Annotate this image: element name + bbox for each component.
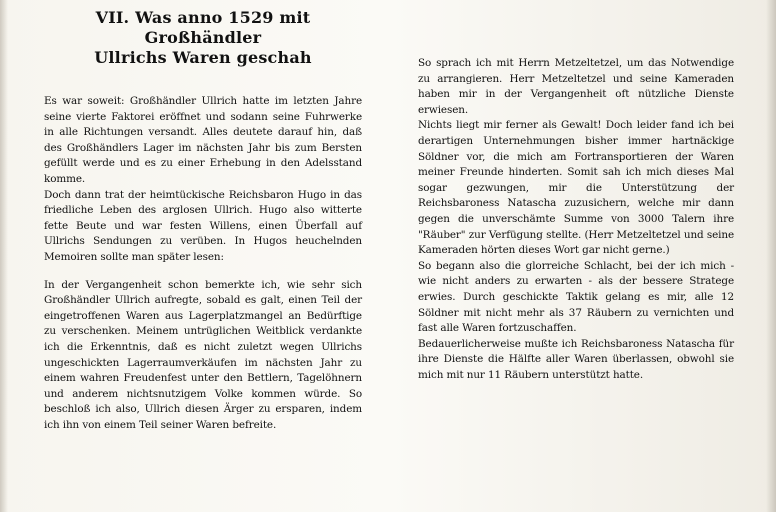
paragraph: Bedauerlicherweise mußte ich Reichsbaroness Natascha für ihre Dienste die Hälfte aller Waren überlassen, obwohl sie mich mit nur 11 Räubern unterstützt hatte.	[418, 337, 734, 381]
memoir-quote-paragraph: In der Vergangenheit schon bemerkte ich, wie sehr sich Großhändler Ullrich aufregte, sobald es galt, einen Teil der eingetroffenen Waren aus Lagerplatzmangel an Bedürftige zu verschenken. Meinem untrüglichen Weitblick verdankte ich die Erkenntnis, daß es nicht zuletzt wegen Ullrichs ungeschickten Lagerraumverkäufen im nächsten Jahr zu einem wahren Freudenfest unter den Bettlern, Tagelöhnern und anderem nichtsnutzigem Volke kommen würde. So beschloß ich also, Ullrich diesen Ärger zu ersparen, indem ich ihn von einem Teil seiner Waren befreite.	[44, 278, 362, 431]
left-column	[44, 0, 362, 433]
scan-shadow-left	[0, 0, 8, 512]
chapter-title-line-1: VII. Was anno 1529 mit Großhändler	[95, 8, 311, 47]
right-body	[418, 56, 734, 383]
paragraph: Doch dann trat der heimtückische Reichsbaron Hugo in das friedliche Leben des arglosen Ullrich. Hugo also witterte fette Beute und war festen Willens, einen Überfall auf Ullrichs Sendungen zu verüben. In Hugos heuchelnden Memoiren sollte man später lesen:	[44, 188, 362, 263]
chapter-title-line-2: Ullrichs Waren geschah	[94, 48, 312, 67]
right-column	[418, 0, 734, 383]
paragraph: So begann also die glorreiche Schlacht, bei der ich mich - wie nicht anders zu erwarten - als der bessere Stratege erwies. Durch geschickte Taktik gelang es mir, alle 12 Söldner mit nicht mehr als 37 Räubern zu vernichten und fast alle Waren fortzuschaffen.	[418, 259, 734, 335]
paragraph-gap	[44, 266, 362, 278]
paragraph: So sprach ich mit Herrn Metzeltetzel, um das Notwendige zu arrangieren. Herr Metzeltetzel und seine Kameraden haben mir in der Vergangenheit oft nützliche Dienste erwiesen.	[418, 57, 734, 116]
paragraph: Es war soweit: Großhändler Ullrich hatte im letzten Jahre seine vierte Faktorei eröffnet und sodann seine Fuhrwerke in alle Richtungen versandt. Alles deutete darauf hin, daß des Großhändlers Lager im nächsten Jahr bis zum Bersten gefüllt werde und es zu einer Erhebung in den Adelsstand komme.	[44, 95, 362, 185]
paragraph: Nichts liegt mir ferner als Gewalt! Doch leider fand ich bei derartigen Unternehmungen bisher immer hartnäckige Söldner vor, die mich am Fortransportieren der Waren meiner Freunde hinderten. Somit sah ich mich dieses Mal sogar gezwungen, mir die Unterstützung der Reichsbaroness Natascha zuzusichern, welche mir dann gegen die unverschämte Summe von 3000 Talern ihre "Räuber" zur Verfügung stellte. (Herr Metzeltetzel und seine Kameraden hörten dieses Wort gar nicht gerne.)	[418, 119, 734, 257]
scan-shadow-right	[766, 0, 776, 512]
left-body	[44, 94, 362, 433]
